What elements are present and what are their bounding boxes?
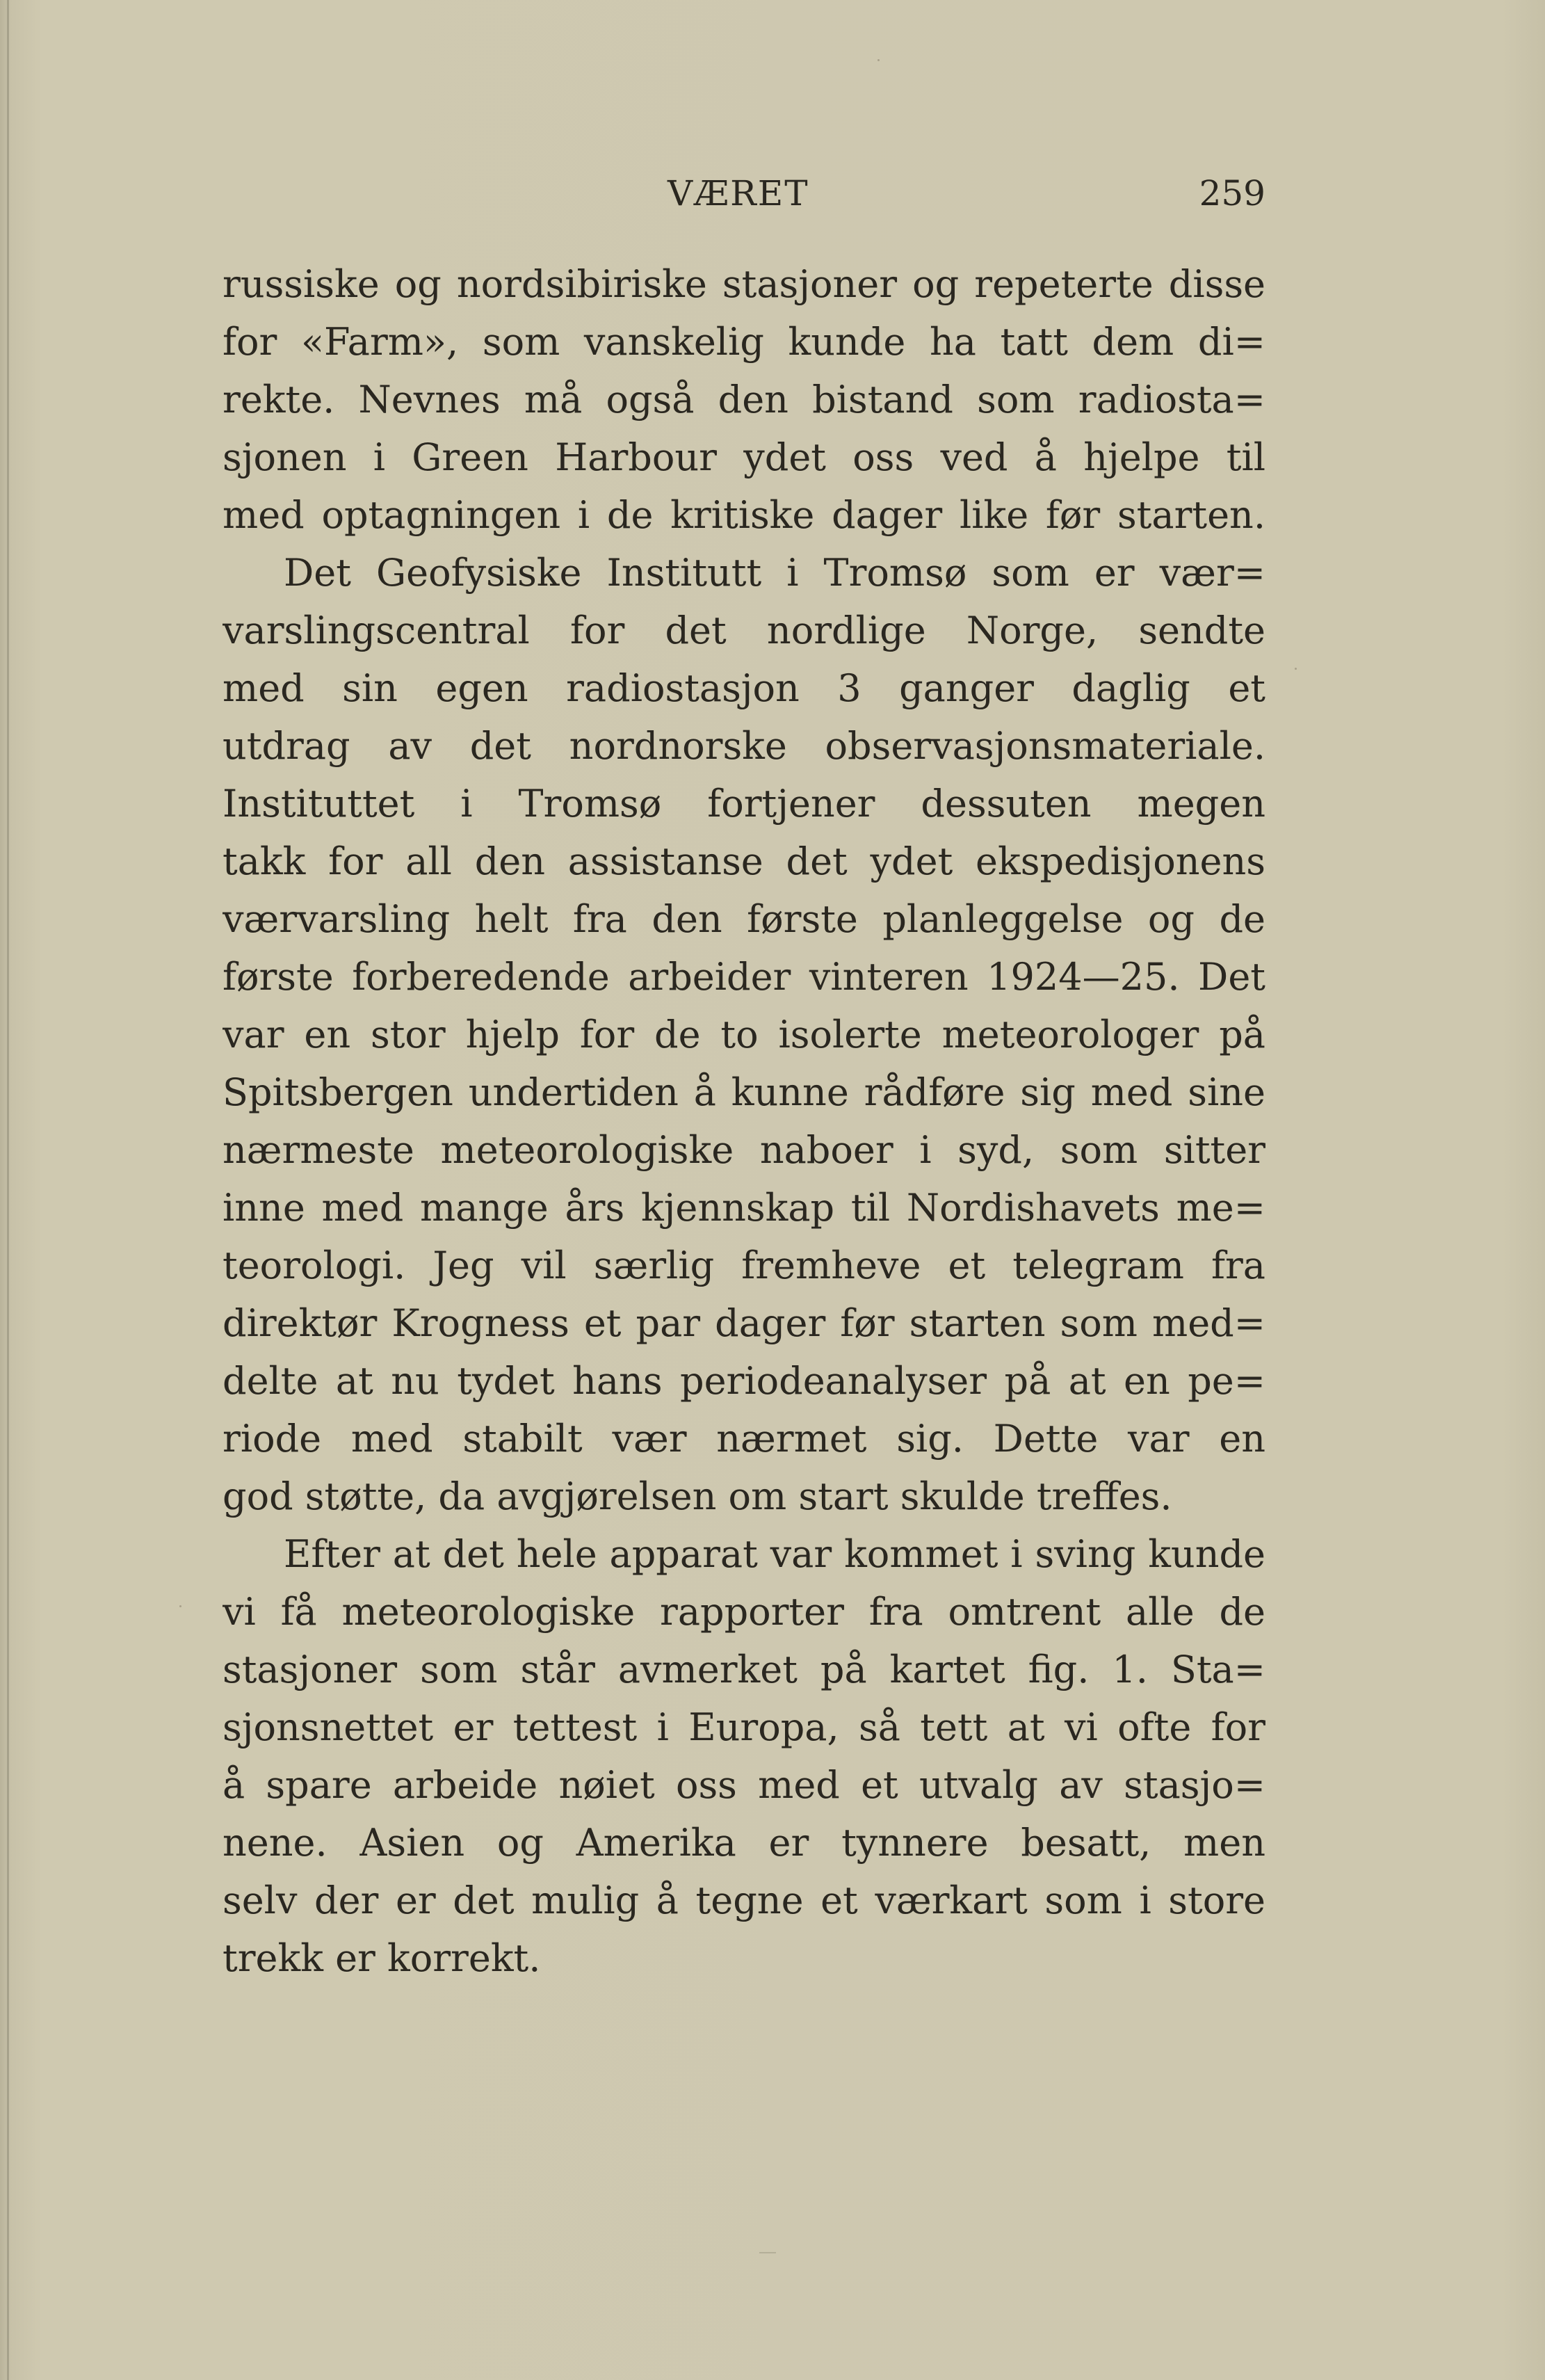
- text-line: stasjoner som står avmerket på kartet fig. 1. Sta=: [223, 1648, 1265, 1691]
- text-line: takk for all den assistanse det ydet ekspedisjonens: [223, 839, 1265, 883]
- text-line: riode med stabilt vær nærmet sig. Dette var en: [223, 1417, 1265, 1461]
- page-header: [223, 167, 1265, 223]
- paper-speck: [877, 59, 880, 61]
- paper-speck: [1295, 668, 1297, 670]
- text-line: var en stor hjelp for de to isolerte meteorologer på: [223, 1013, 1265, 1056]
- running-head: VÆRET: [668, 173, 809, 214]
- paragraph-start-line: Det Geofysiske Institutt i Tromsø som er vær=: [284, 551, 1265, 595]
- paper-speck: [179, 1605, 181, 1607]
- paragraph-end-line: trekk er korrekt.: [223, 1936, 541, 1980]
- text-line: vi få meteorologiske rapporter fra omtrent alle de: [223, 1590, 1265, 1634]
- page-number: 259: [1199, 173, 1265, 214]
- body-text: [223, 255, 1265, 1987]
- text-line: russiske og nordsibiriske stasjoner og repeterte disse: [223, 262, 1265, 306]
- text-line: selv der er det mulig å tegne et værkart som i store: [223, 1879, 1265, 1922]
- text-line: Instituttet i Tromsø fortjener dessuten megen: [223, 782, 1265, 826]
- text-line: med optagningen i de kritiske dager like før starten.: [223, 493, 1265, 537]
- text-line: utdrag av det nordnorske observasjonsmateriale.: [223, 724, 1265, 768]
- text-line: teorologi. Jeg vil særlig fremheve et telegram fra: [223, 1244, 1265, 1287]
- binding-edge: [7, 0, 9, 2380]
- text-line: sjonen i Green Harbour ydet oss ved å hjelpe til: [223, 435, 1265, 479]
- text-line: nærmeste meteorologiske naboer i syd, som sitter: [223, 1128, 1265, 1172]
- text-line: Spitsbergen undertiden å kunne rådføre sig med sine: [223, 1070, 1265, 1114]
- text-line: sjonsnettet er tettest i Europa, så tett at vi ofte for: [223, 1705, 1265, 1749]
- text-line: med sin egen radiostasjon 3 ganger daglig et: [223, 666, 1265, 710]
- text-line: første forberedende arbeider vinteren 1924—25. Det: [223, 955, 1265, 999]
- text-line: direktør Krogness et par dager før starten som med=: [223, 1301, 1265, 1345]
- text-line: inne med mange års kjennskap til Nordishavets me=: [223, 1186, 1265, 1230]
- text-line: varslingscentral for det nordlige Norge, sendte: [223, 609, 1265, 652]
- paragraph-end-line: god støtte, da avgjørelsen om start skulde treffes.: [223, 1474, 1172, 1518]
- paragraph-start-line: Efter at det hele apparat var kommet i sving kunde: [284, 1532, 1265, 1576]
- text-line: for «Farm», som vanskelig kunde ha tatt dem di=: [223, 320, 1265, 364]
- text-line: å spare arbeide nøiet oss med et utvalg av stasjo=: [223, 1763, 1265, 1807]
- paper-mark: [759, 2252, 776, 2253]
- text-line: nene. Asien og Amerika er tynnere besatt, men: [223, 1821, 1265, 1865]
- text-line: delte at nu tydet hans periodeanalyser på at en pe=: [223, 1359, 1265, 1403]
- text-line: rekte. Nevnes må også den bistand som radiosta=: [223, 378, 1265, 421]
- text-line: værvarsling helt fra den første planleggelse og de: [223, 897, 1265, 941]
